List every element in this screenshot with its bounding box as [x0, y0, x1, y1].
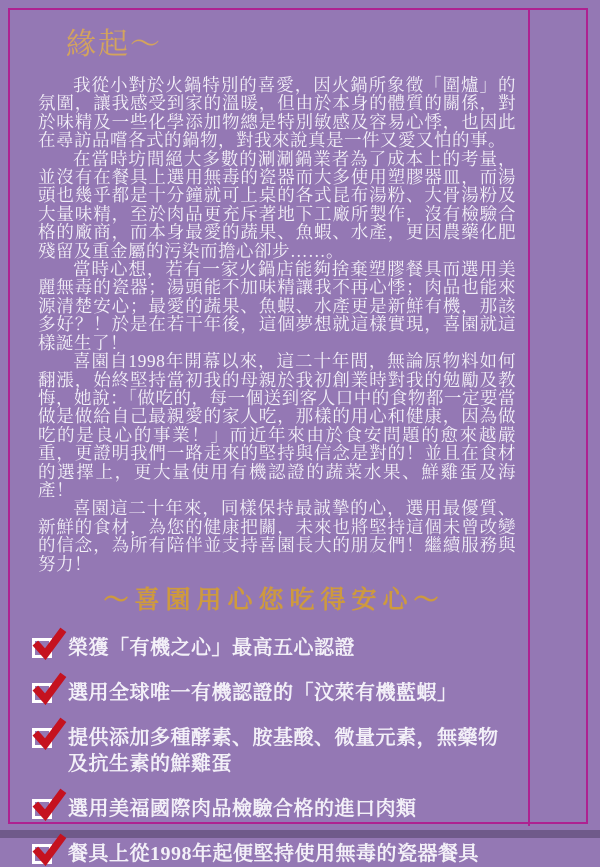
feature-checklist	[30, 635, 518, 867]
story-paragraph-3: 當時心想，若有一家火鍋店能夠捨棄塑膠餐具而選用美麗無毒的瓷器；湯頭能不加味精讓我不再心悸；肉品也能來源清楚安心；最愛的蔬果、魚蝦、水產更是新鮮有機，那該多好？！於是在若干年後，這個夢想就這樣實現，喜園就這樣誕生了！	[38, 259, 516, 353]
red-checkmark-icon	[34, 836, 64, 864]
checklist-item-label: 提供添加多種酵素、胺基酸、微量元素，無藥物及抗生素的鮮雞蛋	[68, 726, 499, 775]
story-text	[30, 76, 518, 573]
page-title: 緣起～	[66, 28, 162, 61]
checklist-item-label: 榮獲「有機之心」最高五心認證	[68, 636, 355, 659]
checklist-item	[30, 680, 518, 706]
red-checkmark-icon	[34, 630, 64, 658]
checklist-item	[30, 796, 518, 822]
checkbox-checked-icon	[32, 799, 52, 819]
red-checkmark-icon	[34, 675, 64, 703]
checkbox-checked-icon	[32, 728, 52, 748]
checklist-item-label: 選用美福國際肉品檢驗合格的進口肉類	[68, 797, 417, 820]
story-paragraph-5: 喜園這二十年來，同樣保持最誠摯的心，選用最優質、新鮮的食材，為您的健康把關，未來也將堅持這個未曾改變的信念，為所有陪伴並支持喜園長大的朋友們！繼續服務與努力！	[38, 498, 516, 574]
checkbox-checked-icon	[32, 683, 52, 703]
checklist-item-label: 選用全球唯一有機認證的「汶萊有機藍蝦」	[68, 681, 458, 704]
checkbox-checked-icon	[32, 844, 52, 864]
page-content	[30, 28, 518, 867]
checklist-item-label: 餐具上從1998年起便堅持使用無毒的瓷器餐具	[68, 842, 479, 865]
red-checkmark-icon	[34, 720, 64, 748]
checklist-item	[30, 725, 518, 777]
story-paragraph-4: 喜園自1998年開幕以來，這二十年間，無論原物料如何翻漲，始終堅持當初我的母親於我初創業時對我的勉勵及教悔，她說：「做吃的，每一個送到客人口中的食物都一定要當做是做給自己最親愛的家人吃，那樣的用心和健康，因為做吃的是良心的事業！」而近年來由於食安問題的愈來越嚴重，更證明我們一路走來的堅持與信念是對的！並且在食材的選擇上，更大量使用有機認證的蔬菜水果、鮮雞蛋及海產！	[38, 351, 516, 500]
checklist-item	[30, 635, 518, 661]
slogan-heading: ～喜園用心您吃得安心～	[103, 586, 445, 614]
checklist-item	[30, 841, 518, 867]
checkbox-checked-icon	[32, 638, 52, 658]
right-divider-line	[528, 8, 530, 826]
red-checkmark-icon	[34, 791, 64, 819]
story-paragraph-1: 我從小對於火鍋特別的喜愛，因火鍋所象徵「圍爐」的氛圍，讓我感受到家的溫暖，但由於本身的體質的關係，對於味精及一些化學添加物總是特別敏感及容易心悸，也因此在尋訪品嚐各式的鍋物，對我來說真是一件又愛又怕的事。	[38, 75, 516, 151]
story-paragraph-2: 在當時坊間絕大多數的涮涮鍋業者為了成本上的考量，並沒有在餐具上選用無毒的瓷器而大多使用塑膠器皿，而湯頭也幾乎都是十分鐘就可上桌的各式昆布湯粉、大骨湯粉及大量味精，至於肉品更充斥著地下工廠所製作，沒有檢驗合格的廠商，而本身最愛的蔬果、魚蝦、水產，更因農藥化肥殘留及重金屬的污染而擔心卻步……。	[38, 148, 516, 261]
